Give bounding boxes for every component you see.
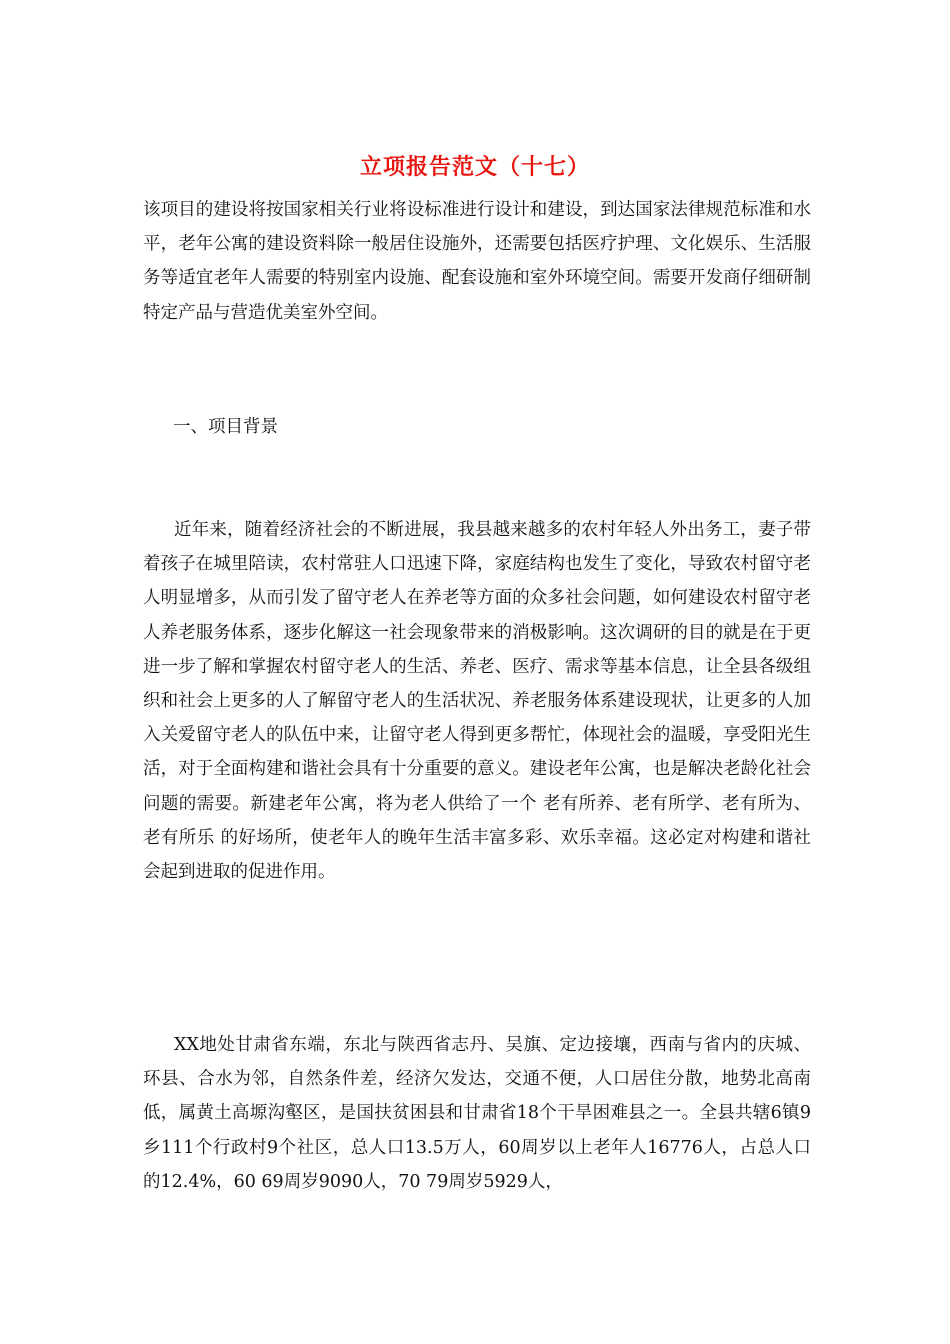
background-paragraph: XX地处甘肃省东端，东北与陕西省志丹、吴旗、定边接壤，西南与省内的庆城、环县、合水为邻，自然条件差，经济欠发达，交通不便，人口居住分散，地势北高南低，属黄土高塬沟壑区，是国扶贫困县和甘肃省18个干旱困难县之一。全县共辖6镇9乡111个行政村9个社区，总人口13.5万人，60周岁以上老年人16776人，占总人口的12.4%，60 69周岁9090人，70 79周岁5929人，	[143, 1035, 811, 1192]
intro-paragraph: 该项目的建设将按国家相关行业将设标准进行设计和建设，到达国家法律规范标准和水平，老年公寓的建设资料除一般居住设施外，还需要包括医疗护理、文化娱乐、生活服务等适宜老年人需要的特别室内设施、配套设施和室外环境空间。需要开发商仔细研制特定产品与营造优美室外空间。	[143, 200, 811, 323]
section-heading-project-background: 一、项目背景	[173, 417, 278, 437]
background-paragraph: 近年来，随着经济社会的不断进展，我县越来越多的农村年轻人外出务工，妻子带着孩子在城里陪读，农村常驻人口迅速下降，家庭结构也发生了变化，导致农村留守老人明显增多，从而引发了留守老人在养老等方面的众多社会问题，如何建设农村留守老人养老服务体系，逐步化解这一社会现象带来的消极影响。这次调研的目的就是在于更进一步了解和掌握农村留守老人的生活、养老、医疗、需求等基本信息，让全县各级组织和社会上更多的人了解留守老人的生活状况、养老服务体系建设现状，让更多的人加入关爱留守老人的队伍中来，让留守老人得到更多帮忙，体现社会的温暖，享受阳光生活，对于全面构建和谐社会具有十分重要的意义。建设老年公寓，也是解决老龄化社会问题的需要。新建老年公寓，将为老人供给了一个 老有所养、老有所学、老有所为、老有所乐 的好场所，使老年人的晚年生活丰富多彩、欢乐幸福。这必定对构建和谐社会起到进取的促进作用。	[143, 520, 811, 883]
document-title: 立项报告范文（十七）	[359, 154, 590, 180]
